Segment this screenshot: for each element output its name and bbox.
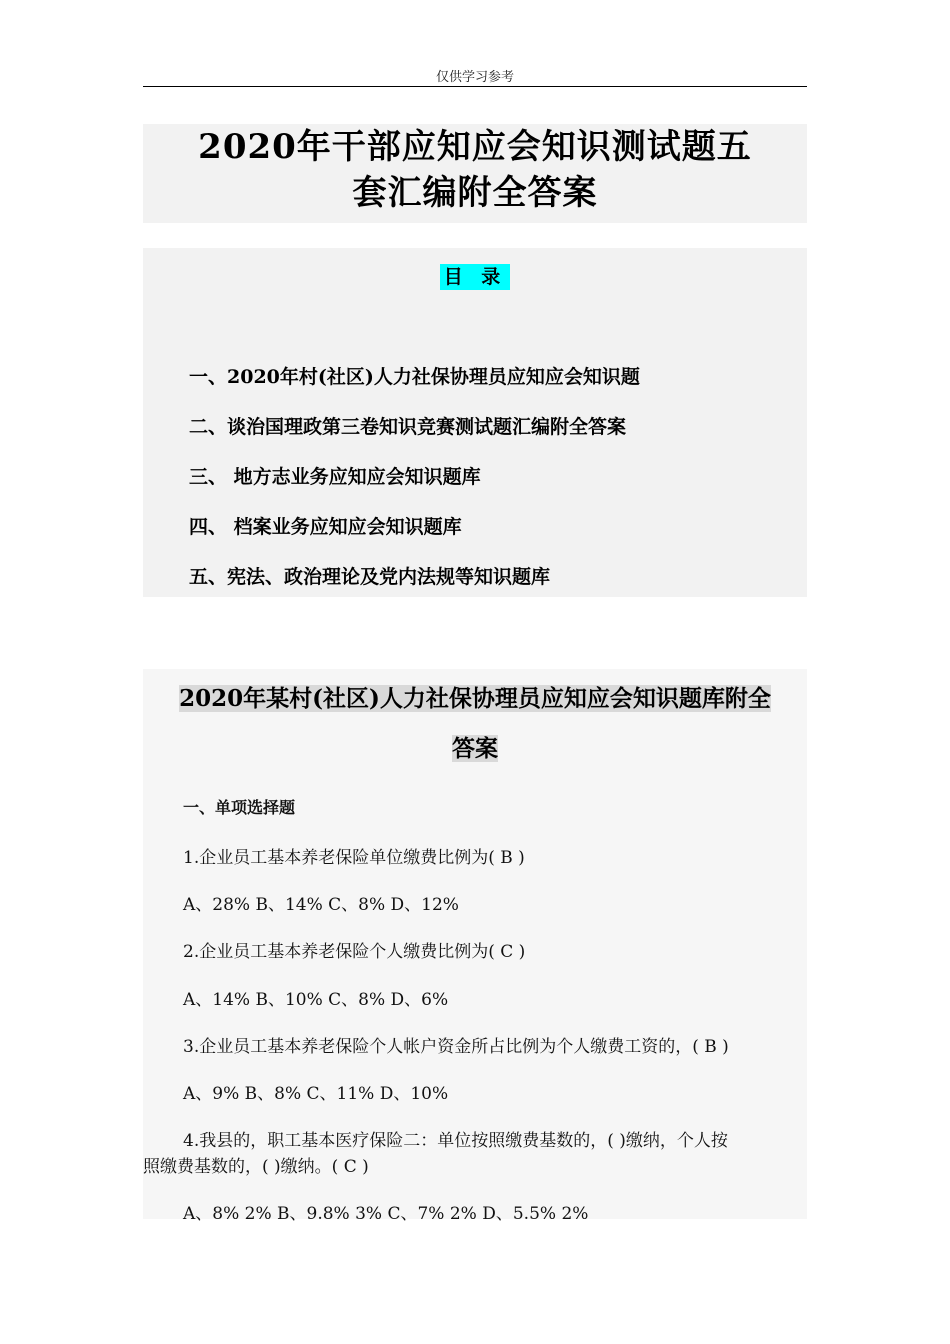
section-title-line-2: 答案 bbox=[452, 735, 498, 762]
document-title bbox=[143, 124, 807, 223]
toc-heading bbox=[0, 262, 950, 289]
subheading: 一、单项选择题 bbox=[183, 798, 296, 817]
toc-item-4[interactable]: 四、 档案业务应知应会知识题库 bbox=[189, 516, 462, 538]
toc-item-2[interactable]: 二、谈治国理政第三卷知识竞赛测试题汇编附全答案 bbox=[189, 416, 627, 438]
title-line-2: 套汇编附全答案 bbox=[352, 173, 598, 213]
header-rule bbox=[143, 86, 807, 87]
question-4-line-2: 照缴费基数的，( )缴纳。( C ) bbox=[143, 1157, 369, 1177]
toc-heading-text: 目 录 bbox=[440, 264, 511, 290]
toc-item-5[interactable]: 五、宪法、政治理论及党内法规等知识题库 bbox=[189, 566, 551, 588]
toc-item-3[interactable]: 三、 地方志业务应知应会知识题库 bbox=[189, 466, 481, 488]
toc-item-1[interactable]: 一、2020年村(社区)人力社保协理员应知应会知识题 bbox=[189, 366, 640, 388]
section-title-line-1: 2020年某村(社区)人力社保协理员应知应会知识题库附全 bbox=[179, 685, 771, 712]
options-2: A、14% B、10% C、8% D、6% bbox=[183, 990, 449, 1010]
title-line-1: 2020年干部应知应会知识测试题五 bbox=[198, 127, 752, 167]
question-1: 1.企业员工基本养老保险单位缴费比例为( B ) bbox=[183, 848, 525, 868]
page-header: 仅供学习参考 bbox=[435, 70, 514, 85]
options-4: A、8% 2% B、9.8% 3% C、7% 2% D、5.5% 2% bbox=[183, 1204, 589, 1224]
options-1: A、28% B、14% C、8% D、12% bbox=[183, 895, 459, 915]
question-4-line-1: 4.我县的，职工基本医疗保险二：单位按照缴费基数的，( )缴纳，个人按 bbox=[183, 1131, 728, 1151]
question-3: 3.企业员工基本养老保险个人帐户资金所占比例为个人缴费工资的，( B ) bbox=[183, 1037, 729, 1057]
options-3: A、9% B、8% C、11% D、10% bbox=[183, 1084, 449, 1104]
question-2: 2.企业员工基本养老保险个人缴费比例为( C ) bbox=[183, 942, 526, 962]
